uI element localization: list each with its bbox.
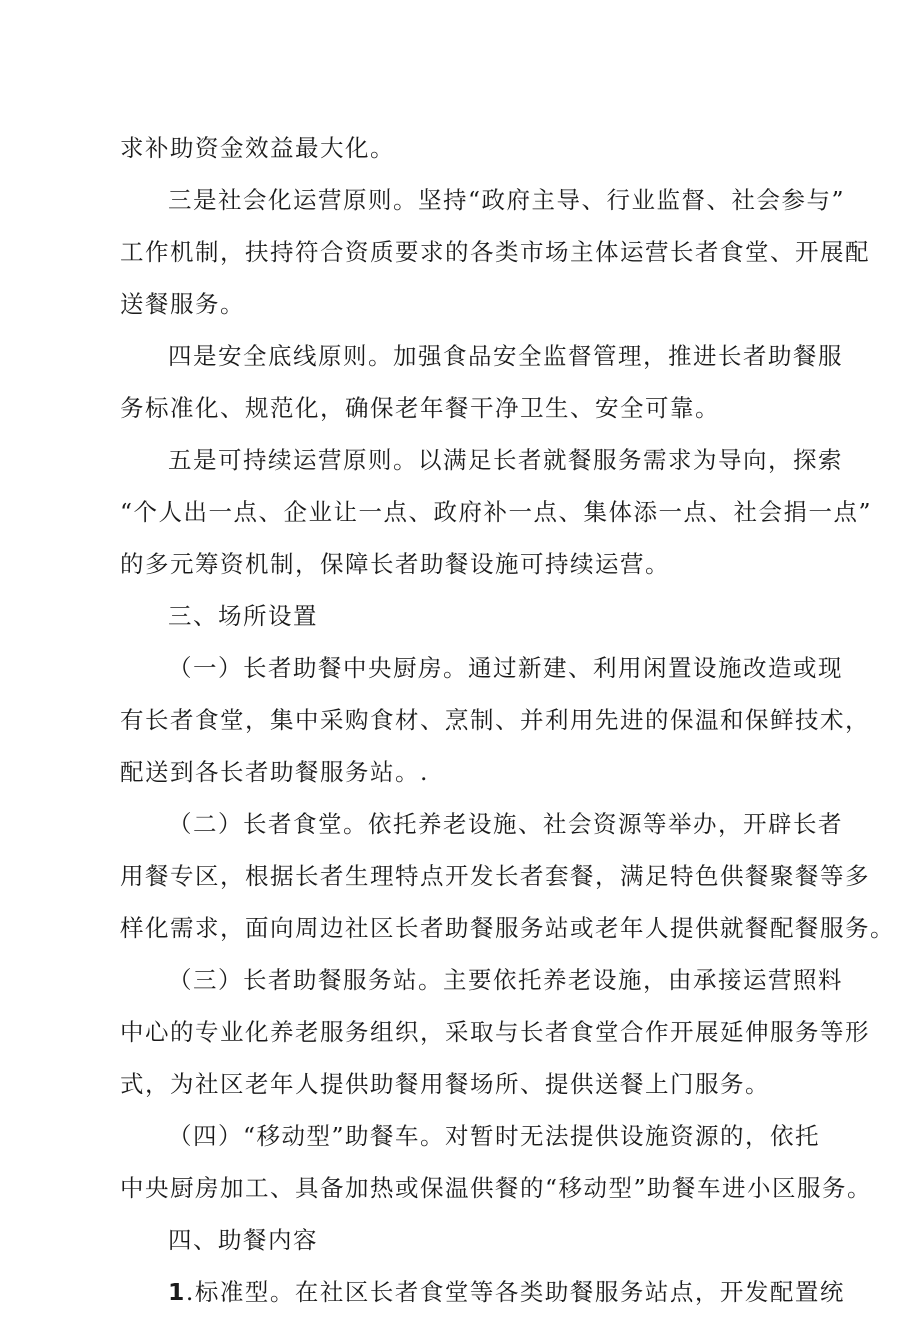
item-separator: .	[185, 1278, 195, 1306]
document-line: 求补助资金效益最大化。	[120, 134, 395, 162]
document-line: 式，为社区老年人提供助餐用餐场所、提供送餐上门服务。	[120, 1070, 770, 1098]
document-line: 用餐专区，根据长者生理特点开发长者套餐，满足特色供餐聚餐等多	[120, 862, 870, 890]
document-line: 务标准化、规范化，确保老年餐干净卫生、安全可靠。	[120, 394, 720, 422]
document-line: 五是可持续运营原则。以满足长者就餐服务需求为导向，探索	[168, 446, 843, 474]
document-line: 工作机制，扶持符合资质要求的各类市场主体运营长者食堂、开展配	[120, 238, 870, 266]
document-line	[120, 1266, 845, 1318]
document-line: （一）长者助餐中央厨房。通过新建、利用闲置设施改造或现	[168, 654, 843, 682]
document-line: （三）长者助餐服务站。主要依托养老设施，由承接运营照料	[168, 966, 843, 994]
document-line: “个人出一点、企业让一点、政府补一点、集体添一点、社会捐一点”	[120, 498, 873, 526]
document-line: （二）长者食堂。依托养老设施、社会资源等举办，开辟长者	[168, 810, 843, 838]
document-line: 三是社会化运营原则。坚持“政府主导、行业监督、社会参与”	[168, 186, 846, 214]
document-line: 有长者食堂，集中采购食材、烹制、并利用先进的保温和保鲜技术，	[120, 706, 870, 734]
document-line: 送餐服务。	[120, 290, 245, 318]
document-line: 的多元筹资机制，保障长者助餐设施可持续运营。	[120, 550, 670, 578]
document-line: 中心的专业化养老服务组织，采取与长者食堂合作开展延伸服务等形	[120, 1018, 870, 1046]
document-line: 三、场所设置	[168, 602, 318, 630]
document-line: 四、助餐内容	[168, 1226, 318, 1254]
document-line: （四）“移动型”助餐车。对暂时无法提供设施资源的，依托	[168, 1122, 821, 1150]
item-number: 1	[168, 1278, 186, 1306]
document-line: 配送到各长者助餐服务站。.	[120, 758, 429, 786]
document-line: 中央厨房加工、具备加热或保温供餐的“移动型”助餐车进小区服务。	[120, 1174, 873, 1202]
document-body	[120, 122, 895, 1318]
document-line: 样化需求，面向周边社区长者助餐服务站或老年人提供就餐配餐服务。	[120, 914, 895, 942]
document-line: 四是安全底线原则。加强食品安全监督管理，推进长者助餐服	[168, 342, 843, 370]
item-text: 标准型。在社区长者食堂等各类助餐服务站点，开发配置统	[194, 1278, 845, 1306]
